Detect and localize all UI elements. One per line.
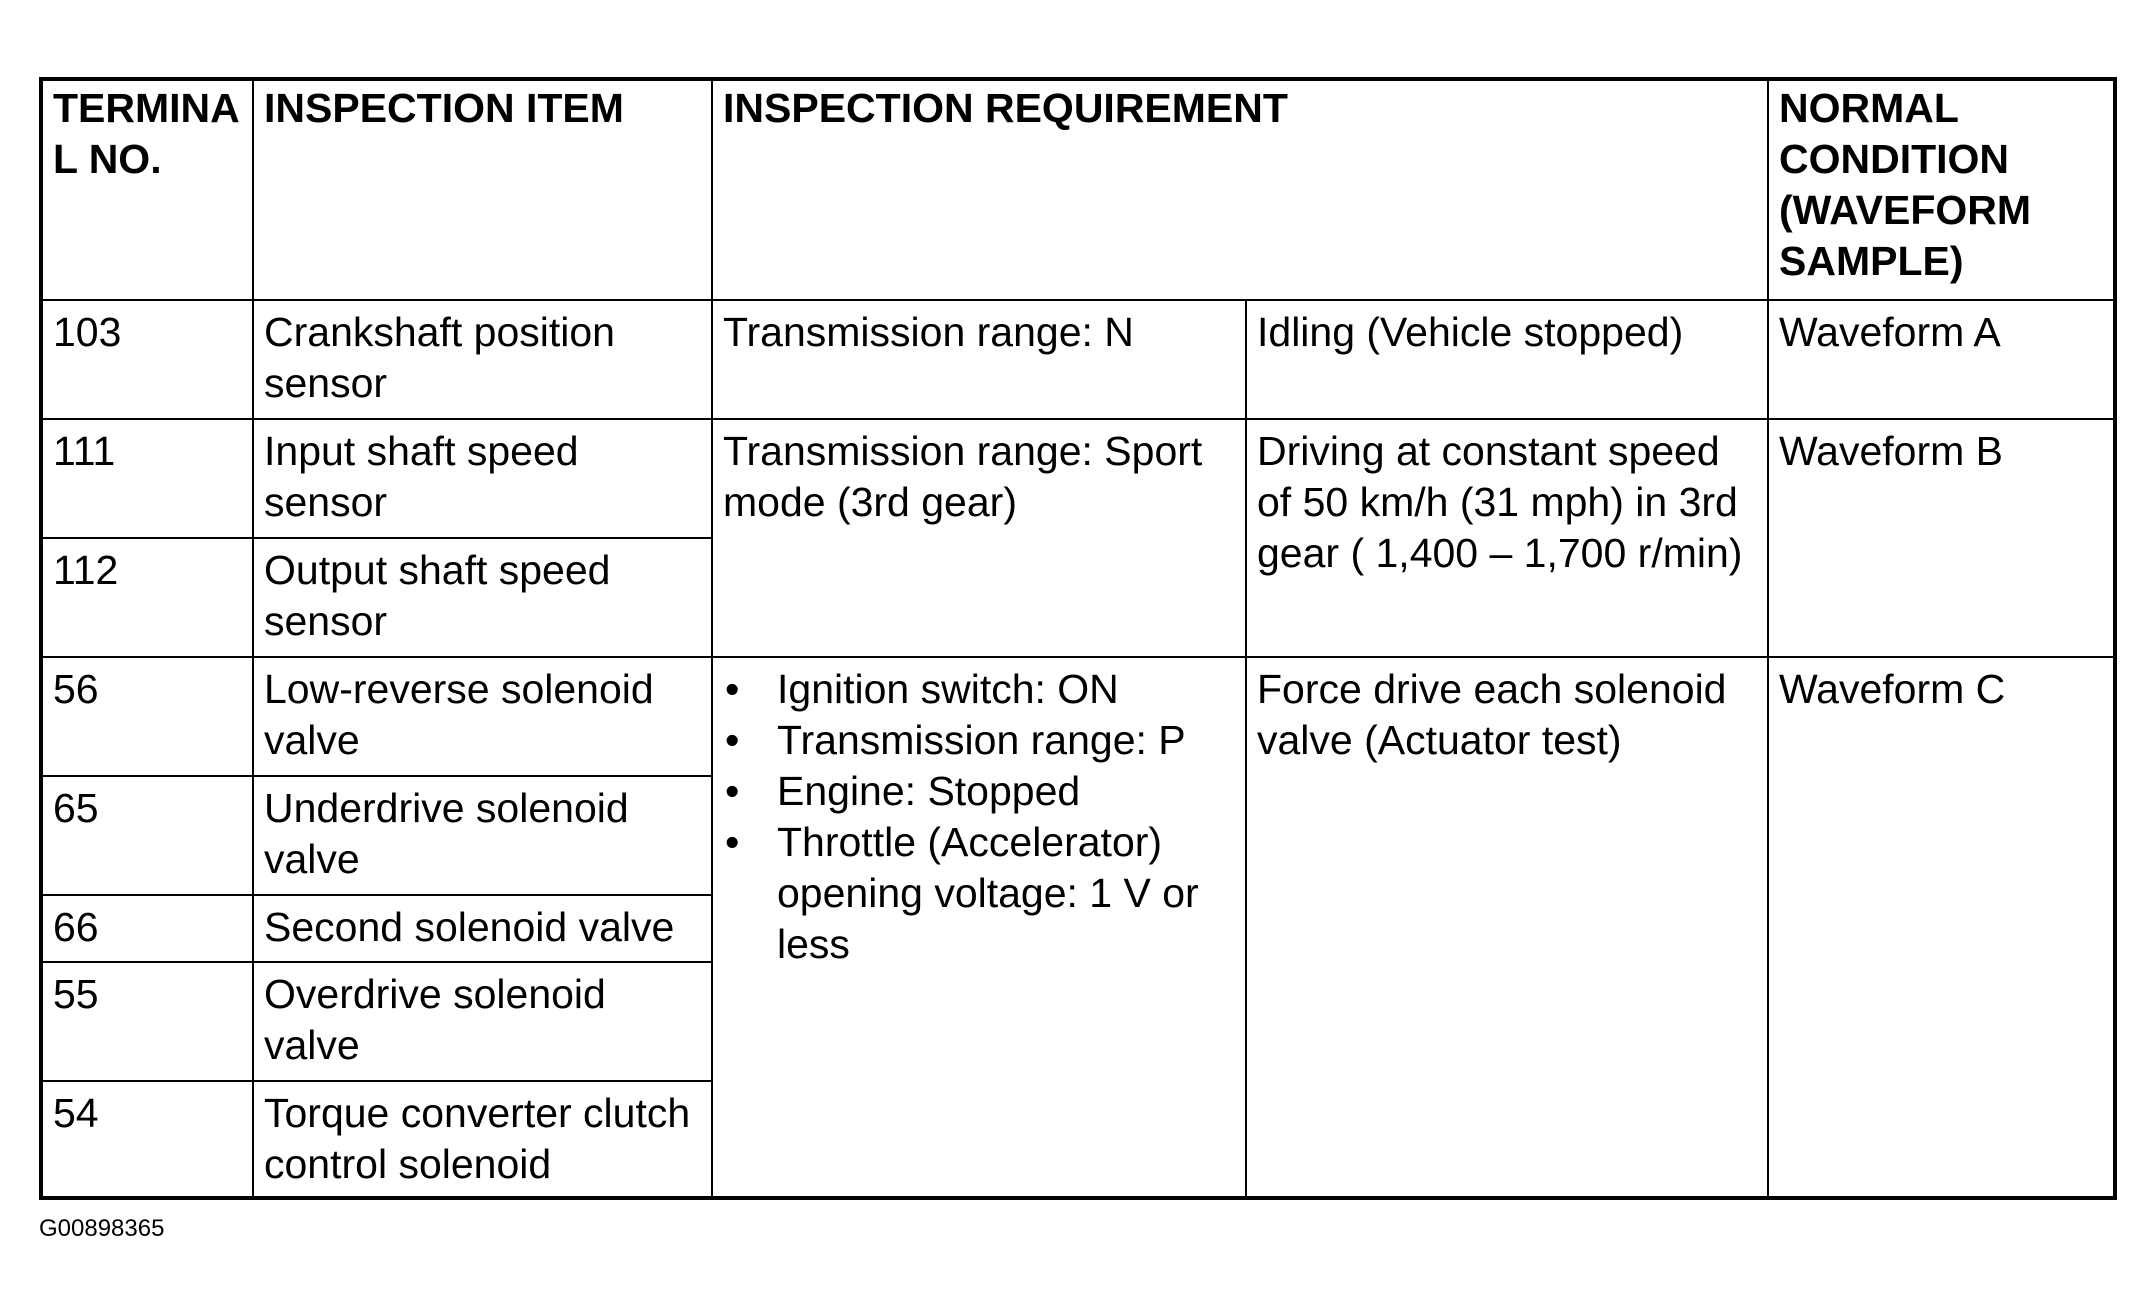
inspection-item-cell: Underdrive solenoid valve <box>253 776 712 895</box>
table-row <box>41 657 2115 776</box>
bullet-icon: • <box>725 666 740 712</box>
terminal-cell: 54 <box>41 1081 253 1198</box>
terminal-cell: 111 <box>41 419 253 538</box>
list-item-text: Ignition switch: ON <box>777 666 1119 712</box>
inspection-table <box>39 77 2117 1200</box>
bullet-icon: • <box>725 717 740 763</box>
list-item <box>723 766 1235 817</box>
list-item-text: Throttle (Accelerator) opening voltage: 1 V or less <box>777 819 1199 967</box>
list-item-text: Engine: Stopped <box>777 768 1081 814</box>
normal-condition-cell: Waveform C <box>1768 657 2115 1198</box>
bullet-icon: • <box>725 819 740 865</box>
terminal-cell: 56 <box>41 657 253 776</box>
inspection-item-cell: Second solenoid valve <box>253 895 712 962</box>
list-item <box>723 664 1235 715</box>
requirement-detail-cell: Idling (Vehicle stopped) <box>1246 300 1768 419</box>
requirement-detail-cell: Force drive each solenoid valve (Actuator test) <box>1246 657 1768 1198</box>
inspection-item-cell: Crankshaft position sensor <box>253 300 712 419</box>
figure-id: G00898365 <box>39 1215 165 1242</box>
table-row <box>41 300 2115 419</box>
terminal-cell: 55 <box>41 962 253 1081</box>
list-item <box>723 817 1235 970</box>
inspection-item-cell: Low-reverse solenoid valve <box>253 657 712 776</box>
terminal-cell: 112 <box>41 538 253 657</box>
inspection-item-cell: Input shaft speed sensor <box>253 419 712 538</box>
header-terminal-no: TERMINA L NO. <box>41 79 253 300</box>
inspection-item-cell: Overdrive solenoid valve <box>253 962 712 1081</box>
list-item-text: Transmission range: P <box>777 717 1186 763</box>
terminal-cell: 65 <box>41 776 253 895</box>
header-normal-condition: NORMAL CONDITION (WAVEFORM SAMPLE) <box>1768 79 2115 300</box>
terminal-cell: 103 <box>41 300 253 419</box>
normal-condition-cell: Waveform A <box>1768 300 2115 419</box>
requirement-cell: Transmission range: N <box>712 300 1246 419</box>
requirement-cell: Transmission range: Sport mode (3rd gear) <box>712 419 1246 657</box>
header-inspection-item: INSPECTION ITEM <box>253 79 712 300</box>
requirement-bullet-list <box>723 664 1235 970</box>
table-header-row <box>41 79 2115 300</box>
normal-condition-cell: Waveform B <box>1768 419 2115 657</box>
terminal-cell: 66 <box>41 895 253 962</box>
inspection-item-cell: Output shaft speed sensor <box>253 538 712 657</box>
requirement-cell <box>712 657 1246 1198</box>
list-item <box>723 715 1235 766</box>
header-inspection-requirement: INSPECTION REQUIREMENT <box>712 79 1768 300</box>
bullet-icon: • <box>725 768 740 814</box>
inspection-item-cell: Torque converter clutch control solenoid <box>253 1081 712 1198</box>
requirement-detail-cell: Driving at constant speed of 50 km/h (31 mph) in 3rd gear ( 1,400 – 1,700 r/min) <box>1246 419 1768 657</box>
table-row <box>41 419 2115 538</box>
